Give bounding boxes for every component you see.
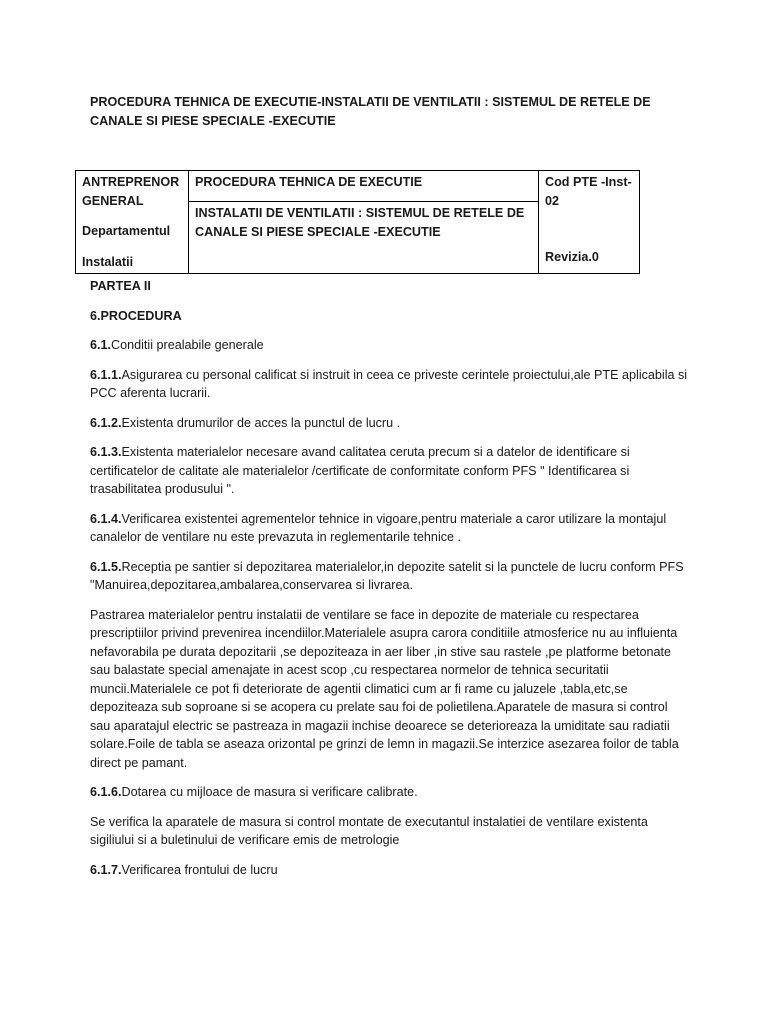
clause-number: 6.1.7. xyxy=(90,862,122,877)
document-body xyxy=(90,277,690,890)
header-left-cell xyxy=(76,171,189,274)
section-heading: 6.PROCEDURA xyxy=(90,308,182,323)
paragraph-6-1-7 xyxy=(90,861,690,880)
clause-number: 6.1.6. xyxy=(90,785,122,799)
paragraph-metrology: Se verifica la aparatele de masura si control montate de executantul instalatiei de ventilare existenta sigiliului si a buletinului de verificare emis de metrologie xyxy=(90,814,648,847)
clause-text: Verificarea frontului de lucru xyxy=(121,862,278,877)
clause-text: Asigurarea cu personal calificat si instruit in ceea ce priveste cerintele proiectului,ale PTE aplicabila si PCC aferenta lucrarii. xyxy=(90,367,688,400)
clause-text: Conditii prealabile generale xyxy=(111,338,264,352)
paragraph-6-1 xyxy=(90,336,690,355)
clause-number: 6.1.1. xyxy=(90,367,122,382)
clause-text: Existenta drumurilor de acces la punctul de lucru . xyxy=(121,415,401,430)
paragraph-6-1-6 xyxy=(90,783,690,802)
clause-number: 6.1.2. xyxy=(90,415,122,430)
header-installations: Instalatii xyxy=(82,254,134,269)
clause-number: 6.1.5. xyxy=(90,559,122,574)
clause-number: 6.1.4. xyxy=(90,511,122,526)
clause-text: Receptia pe santier si depozitarea materialelor,in depozite satelit si la punctele de lucru conform PFS "Manuirea,depozitarea,ambalarea,conservarea si livrarea. xyxy=(90,559,684,592)
clause-number: 6.1.3. xyxy=(90,445,122,459)
paragraph-6-1-5 xyxy=(90,558,690,595)
header-revision: Revizia.0 xyxy=(545,250,599,264)
paragraph-6-1-2 xyxy=(90,414,690,433)
clause-text: Existenta materialelor necesare avand calitatea ceruta precum si a datelor de identificare si certificatelor de calitate ale materialelor /certificate de conformitate conform PFS " Identificarea si trasabilitatea produsului ". xyxy=(90,445,630,496)
paragraph-storage: Pastrarea materialelor pentru instalatii de ventilare se face in depozite de materiale cu respectarea prescriptiilor privind prevenirea incendiilor.Materialele asupra carora conditiile atmosferice nu au influienta nefavorabila pe durata depozitarii ,se depoziteaza in aer liber ,in stive sau rastele ,pe platforme betonate sau balastate special amenajate in acest scop ,cu respectarea normelor de tehnica securitatii muncii.Materialele ce pot fi deteriorate de agentii climatici cum ar fi rame cu jaluzele ,tabla,etc,se depoziteaza sub soproane si se acopera cu prelate sau foi de polietilena.Aparatele de masura si control sau aparatajul electric se pastreaza in magazii inchise deoarece se deterioreaza la umiditate sau radiatii solare.Foile de tabla se aseaza orizontal pe grinzi de lemn in magazii.Se interzice asezarea foilor de tabla direct pe pamant. xyxy=(90,607,679,770)
header-code: Cod PTE -Inst-02 xyxy=(545,175,632,208)
clause-text: Verificarea existentei agrementelor tehnice in vigoare,pentru materiale a caror utilizare la montajul canalelor de ventilare nu este prevazuta in reglementarile tehnice . xyxy=(90,511,667,544)
paragraph-6-1-4 xyxy=(90,510,690,547)
header-procedure-title: PROCEDURA TEHNICA DE EXECUTIE xyxy=(189,171,539,202)
clause-number: 6.1. xyxy=(90,338,112,352)
clause-text: Dotarea cu mijloace de masura si verificare calibrate. xyxy=(121,785,418,799)
header-table xyxy=(75,170,640,274)
document-title: PROCEDURA TEHNICA DE EXECUTIE-INSTALATII DE VENTILATII : SISTEMUL DE RETELE DE CANALE SI PIESE SPECIALE -EXECUTIE xyxy=(90,95,651,128)
paragraph-6-1-1 xyxy=(90,366,690,403)
header-procedure-subject: INSTALATII DE VENTILATII : SISTEMUL DE RETELE DE CANALE SI PIESE SPECIALE -EXECUTIE xyxy=(189,202,539,274)
paragraph-6-1-3 xyxy=(90,443,690,499)
header-contractor: ANTREPRENOR GENERAL xyxy=(82,175,180,208)
part-heading: PARTEA II xyxy=(90,279,151,293)
header-right-cell xyxy=(539,171,640,274)
header-department: Departamentul xyxy=(82,224,171,238)
